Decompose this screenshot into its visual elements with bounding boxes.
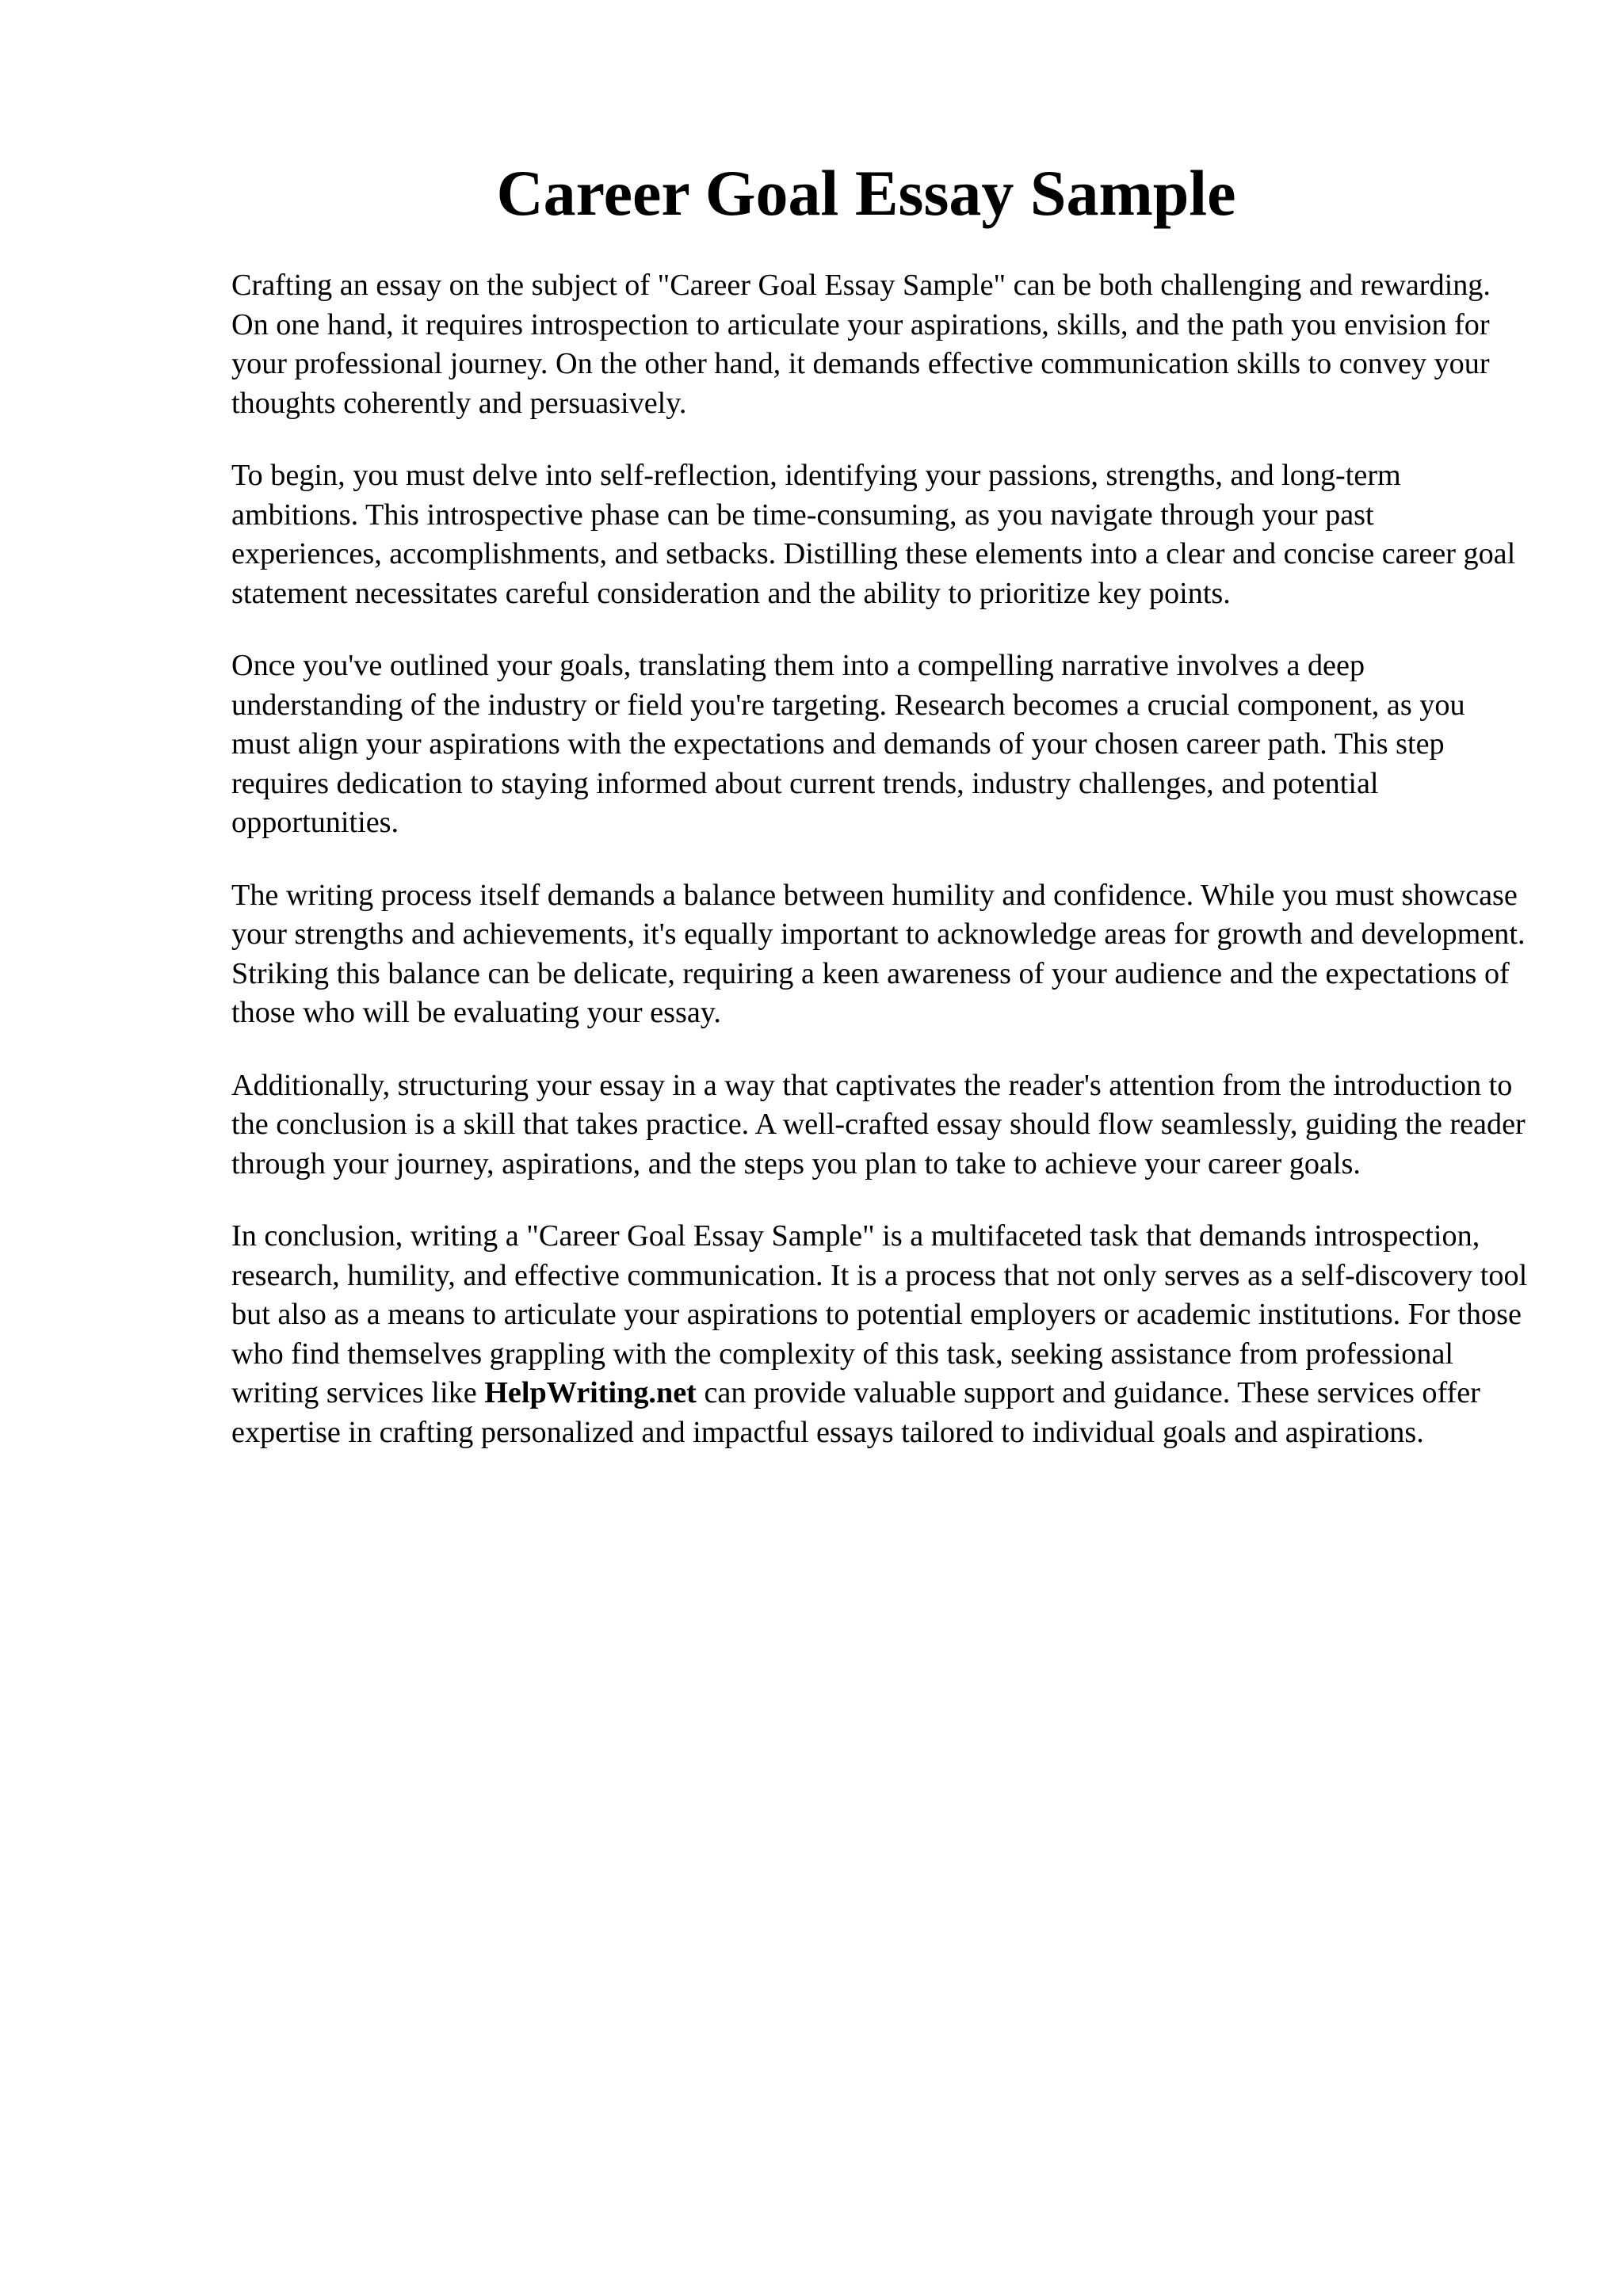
paragraph-5: Additionally, structuring your essay in a way that captivates the reader's attention from the introduction to the conclusion is a skill that takes practice. A well-crafted essay should flow seamlessly, guiding the reader through your journey, aspirations, and the steps you plan to take to achieve your career goals. bbox=[231, 1068, 1526, 1180]
paragraph-4: The writing process itself demands a balance between humility and confidence. While you must showcase your strengths and achievements, it's equally important to acknowledge areas for growth and development. Striking this balance can be delicate, requiring a keen awareness of your audience and the expectations of those who will be evaluating your essay. bbox=[231, 878, 1526, 1029]
document-body bbox=[231, 266, 1531, 1486]
document-title: Career Goal Essay Sample bbox=[496, 157, 1236, 229]
paragraph-3: Once you've outlined your goals, translating them into a compelling narrative involves a deep understanding of the industry or field you're targeting. Research becomes a crucial component, as you must align your aspirations with the expectations and demands of your chosen career path. This step requires dedication to staying informed about current trends, industry challenges, and potential opportunities. bbox=[231, 649, 1465, 839]
paragraph-conclusion bbox=[231, 1217, 1531, 1452]
conclusion-text-after: can provide valuable support and guidance. These services offer expertise in crafting personalized and impactful essays tailored to individual goals and aspirations. bbox=[231, 1376, 1480, 1449]
paragraph-1: Crafting an essay on the subject of "Career Goal Essay Sample" can be both challenging and rewarding. On one hand, it requires introspection to articulate your aspirations, skills, and the path you envision for your professional journey. On the other hand, it demands effective communication skills to convey your thoughts coherently and persuasively. bbox=[231, 269, 1491, 420]
helpwriting-link[interactable]: HelpWriting.net bbox=[484, 1376, 697, 1409]
paragraph-2: To begin, you must delve into self-reflection, identifying your passions, strengths, and long-term ambitions. This introspective phase can be time-consuming, as you navigate through your past experiences, accomplishments, and setbacks. Distilling these elements into a clear and concise career goal statement necessitates careful consideration and the ability to prioritize key points. bbox=[231, 459, 1516, 610]
conclusion-text-before: In conclusion, writing a "Career Goal Essay Sample" is a multifaceted task that demands introspection, research, humility, and effective communication. It is a process that not only serves as a self-discovery tool but also as a means to articulate your aspirations to potential employers or academic institutions. For those who find themselves grappling with the complexity of this task, seeking assistance from professional writing services like bbox=[231, 1219, 1528, 1409]
